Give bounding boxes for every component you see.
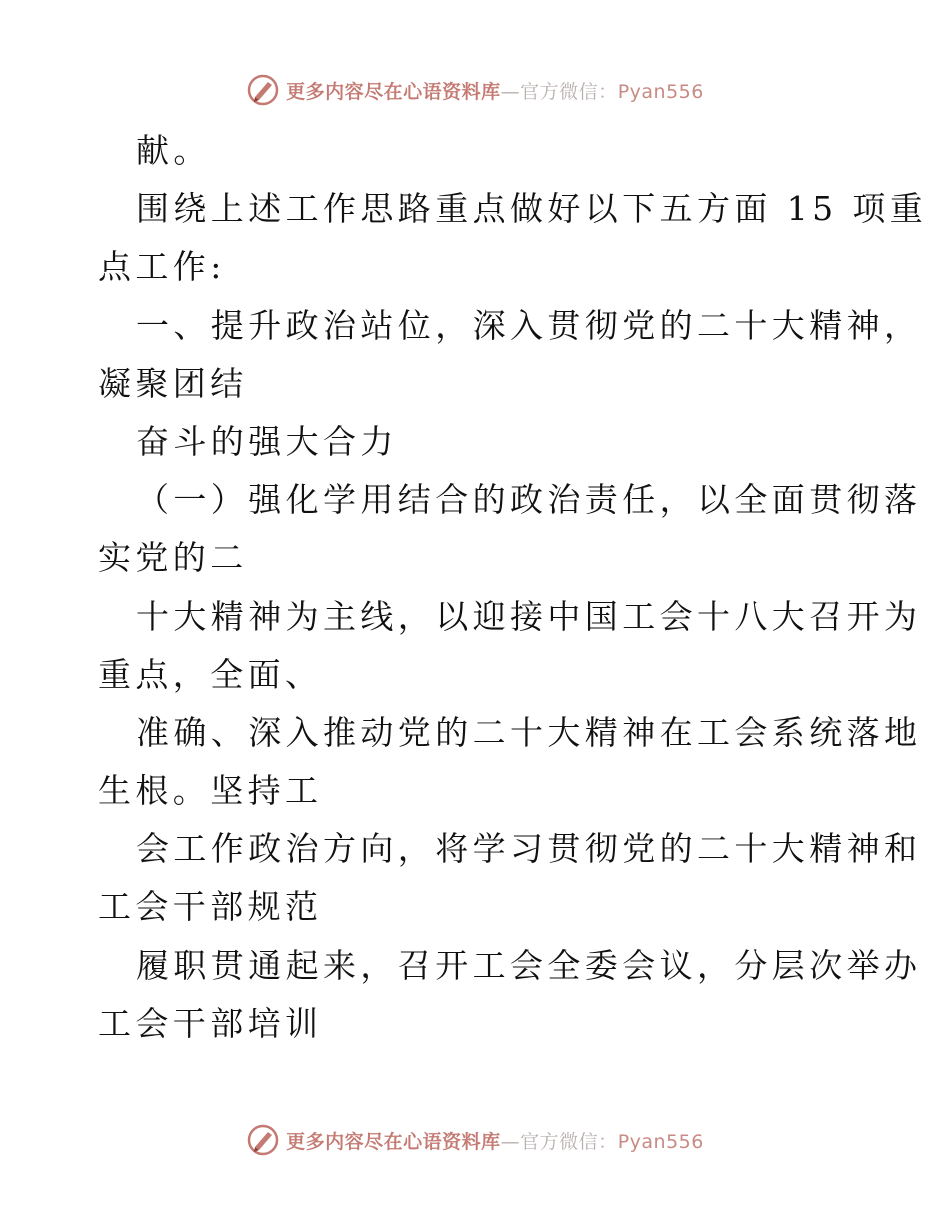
body-line: 准确、深入推动党的二十大精神在工会系统落地: [136, 712, 922, 752]
header-brand: 更多内容尽在心语资料库: [286, 80, 501, 103]
body-line: 生根。坚持工: [98, 771, 323, 811]
body-line: 一、提升政治站位，深入贯彻党的二十大精神，: [136, 305, 922, 345]
footer-brand: 更多内容尽在心语资料库: [286, 1130, 501, 1153]
footer-banner-inner: [246, 1123, 704, 1157]
body-line: 围绕上述工作思路重点做好以下五方面 15 项重: [136, 189, 928, 229]
footer-banner-text: [286, 1127, 704, 1154]
header-wechat-label: 官方微信：: [520, 80, 618, 103]
footer-wechat-label: 官方微信：: [520, 1130, 618, 1153]
footer-banner: [0, 1120, 950, 1160]
body-line: 凝聚团结: [98, 363, 248, 403]
header-separator: —: [500, 80, 521, 103]
document-body: [98, 122, 928, 1053]
body-line: 重点，全面、: [98, 654, 323, 694]
footer-wechat-id: Pyan556: [617, 1130, 704, 1153]
pen-logo-icon: [246, 1123, 280, 1157]
body-line: （一）强化学用结合的政治责任，以全面贯彻落: [136, 480, 922, 520]
header-banner-inner: [246, 73, 704, 107]
body-line: 奋斗的强大合力: [136, 421, 398, 461]
body-line: 会工作政治方向，将学习贯彻党的二十大精神和: [136, 829, 922, 869]
header-banner-text: [286, 77, 704, 104]
body-line: 点工作:: [98, 247, 226, 287]
body-line: 献。: [136, 131, 211, 170]
pen-logo-icon: [246, 73, 280, 107]
body-line: 履职贯通起来，召开工会全委会议，分层次举办: [136, 945, 922, 985]
header-wechat-id: Pyan556: [617, 80, 704, 103]
body-line: 工会干部培训: [98, 1003, 323, 1043]
body-line: 工会干部规范: [98, 887, 323, 927]
body-line: 十大精神为主线，以迎接中国工会十八大召开为: [136, 596, 922, 636]
header-banner: [0, 70, 950, 110]
footer-separator: —: [500, 1130, 521, 1153]
body-line: 实党的二: [98, 538, 248, 578]
